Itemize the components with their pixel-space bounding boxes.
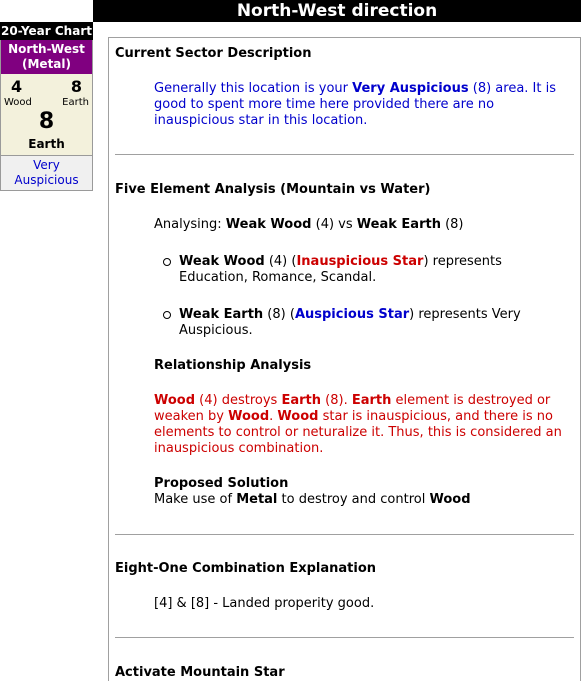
- solution-mid: to destroy and control: [277, 492, 430, 507]
- auspicious-star-tag: Auspicious Star: [294, 307, 410, 322]
- rel-wood: Wood: [154, 393, 196, 408]
- sector-text-strong: Very Auspicious: [352, 81, 469, 96]
- rel-t4: .: [269, 409, 278, 424]
- content-panel: [108, 37, 581, 681]
- rel-t2: (8).: [321, 393, 352, 408]
- direction-element: (Metal): [22, 57, 71, 71]
- analysing-label: Analysing:: [154, 217, 226, 232]
- analysing-b-num: (8): [440, 217, 464, 232]
- combination-text: [4] & [8] - Landed properity good.: [154, 596, 375, 611]
- page-title: North-West direction: [93, 0, 581, 22]
- analysing-vs: vs: [338, 217, 357, 232]
- list-item: [179, 254, 559, 286]
- rel-t1: (4) destroys: [195, 393, 282, 408]
- water-star-element: Earth: [62, 97, 89, 108]
- five-element-title: Five Element Analysis (Mountain vs Water): [115, 182, 431, 197]
- activate-title: Activate Mountain Star: [115, 665, 285, 680]
- sector-description-text: [154, 81, 574, 129]
- analysing-a: Weak Wood: [225, 217, 312, 232]
- inauspicious-star-tag: Inauspicious Star: [296, 254, 424, 269]
- mountain-star-element: Wood: [4, 97, 32, 108]
- sector-description-title: Current Sector Description: [115, 46, 312, 61]
- analysing-line: [154, 217, 574, 233]
- sector-text-num: (8): [468, 81, 496, 96]
- sector-text-post: area. It is good to spent more time here provided there are no inauspicious star in this location.: [154, 81, 556, 128]
- chart-header: 20-Year Chart: [1, 24, 92, 38]
- bullet-icon: [163, 311, 171, 319]
- rel-earth2: Earth: [351, 393, 392, 408]
- rel-t3: element is destroyed or weaken by: [154, 393, 551, 424]
- period-star-element: Earth: [28, 137, 65, 151]
- rel-wood2: Wood: [228, 409, 270, 424]
- solution-wood: Wood: [429, 492, 471, 507]
- water-star-number: 8: [70, 77, 82, 96]
- relationship-text: [154, 393, 574, 457]
- direction-label: North-West: [8, 42, 85, 56]
- combination-title: Eight-One Combination Explanation: [115, 561, 377, 576]
- rel-earth: Earth: [281, 393, 322, 408]
- bullet-rest: ) represents Very Auspicious.: [179, 307, 521, 338]
- rel-t5: star is inauspicious, and there is no elements to control or neturalize it. Thus, this is considered an inauspicious combination.: [154, 409, 562, 456]
- bullet-rest: ) represents Education, Romance, Scandal.: [179, 254, 502, 285]
- divider: [115, 637, 574, 638]
- divider: [115, 154, 574, 155]
- solution-pre: Make use of: [154, 492, 237, 507]
- bullet-num: (4) (: [264, 254, 297, 269]
- list-item: [179, 307, 559, 339]
- analysing-b: Weak Earth: [356, 217, 441, 232]
- period-star-number: 8: [38, 109, 55, 134]
- sector-text-pre: Generally this location is your: [154, 81, 353, 96]
- solution-title: Proposed Solution: [154, 476, 289, 491]
- bullet-icon: [163, 258, 171, 266]
- flying-star-chart: [0, 40, 93, 191]
- relationship-title: Relationship Analysis: [154, 358, 312, 373]
- divider: [115, 534, 574, 535]
- analysing-a-num: (4): [311, 217, 339, 232]
- solution-metal: Metal: [236, 492, 278, 507]
- bullet-name: Weak Wood: [179, 254, 265, 269]
- chart-rating: Very Auspicious: [1, 156, 92, 190]
- bullet-name: Weak Earth: [179, 307, 264, 322]
- chart-direction: [1, 40, 92, 74]
- solution-text: [154, 492, 574, 508]
- bullet-num: (8) (: [263, 307, 295, 322]
- rel-wood3: Wood: [277, 409, 319, 424]
- mountain-star-number: 4: [11, 77, 23, 96]
- chart-cell: [1, 74, 92, 156]
